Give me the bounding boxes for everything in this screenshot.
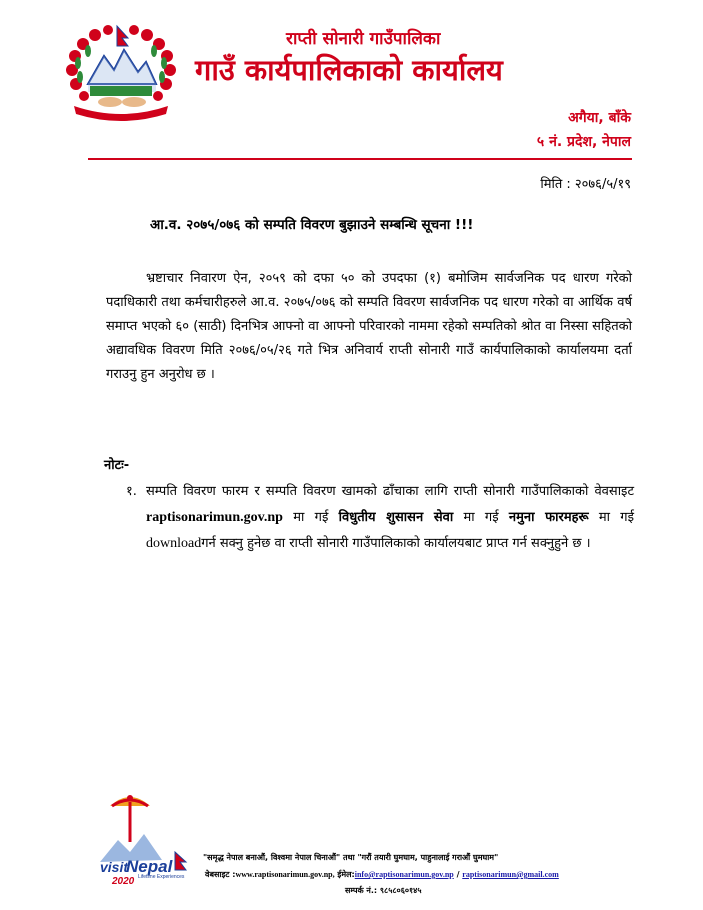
logo-year-text: 2020: [112, 876, 135, 887]
letter-body-text: भ्रष्टाचार निवारण ऐन, २०५९ को दफा ५० को उपदफा (१) बमोजिम सार्वजनिक पद धारण गरेको पदाधिकारी तथा कर्मचारीहरुले आ.व. २०७५/०७६ को सम्पति विवरण सार्वजनिक पद धारण गरेको वा आर्थिक वर्ष समाप्त भएको ६० (साठी) दिनभित्र आफ्नो वा आफ्नो परिवारको नाममा रहेको सम्पतिको श्रोत वा निस्सा सहितको अद्यावधिक विवरण मिति २०७६/०५/२६ गते भित्र अनिवार्य राप्ती सोनारी गाउँ कार्यपालिकाको कार्यालयमा दर्ता गराउनु हुन अनुरोध छ ।: [106, 271, 632, 382]
letter-body: [106, 267, 632, 387]
note-text-a: सम्पति विवरण फारम र सम्पति विवरण खामको ढाँचाका लागि राप्ती सोनारी गाउँपालिकाको वेवसाइट: [146, 484, 634, 499]
footer-email-1[interactable]: info@raptisonarimun.gov.np: [354, 870, 454, 879]
note-text-c: मा गई: [463, 510, 499, 525]
note-item-1: [126, 479, 634, 557]
download-word: download: [146, 536, 202, 551]
website-link[interactable]: raptisonarimun.gov.np: [146, 510, 283, 525]
footer-website-label: वेबसाइट :: [205, 870, 236, 879]
footer-contact-line: [205, 869, 559, 880]
footer-website[interactable]: www.raptisonarimun.gov.np,: [235, 870, 335, 879]
note-text-d: मा गई: [598, 510, 634, 525]
footer-phone: सम्पर्क नं.: ९८५८०६०१४५: [345, 886, 422, 895]
office-title: गाउँ कार्यपालिकाको कार्यालय: [195, 53, 503, 87]
footer-email-label: ईमेल:: [337, 870, 355, 879]
logo-tag-text: Lifetime Experiences: [138, 874, 185, 880]
footer-slogan: "समृद्ध नेपाल बनाऔं, विश्वमा नेपाल चिनाऔं" तथा "गरौं तयारी घुमघाम, पाहुनालाई गराऔं घुमघाम": [203, 853, 499, 862]
sample-forms-label: नमुना फारमहरू: [508, 510, 589, 525]
header-divider: [88, 158, 632, 160]
address-line-2: ५ नं. प्रदेश, नेपाल: [536, 134, 631, 150]
letter-subject: आ.व. २०७५/०७६ को सम्पति विवरण बुझाउने सम्बन्धि सूचना !!!: [150, 217, 474, 233]
address-line-1: अगैया, बाँके: [568, 110, 631, 126]
footer-email-2[interactable]: raptisonarimun@gmail.com: [462, 870, 559, 879]
org-name: राप्ती सोनारी गाउँपालिका: [286, 29, 441, 49]
footer-email-separator: /: [456, 870, 460, 879]
note-number: १.: [126, 484, 137, 499]
e-governance-service-label: विधुतीय शुसासन सेवा: [338, 510, 454, 525]
logo-nepal-text: Nepal: [126, 857, 173, 876]
government-emblem-logo: [62, 22, 180, 122]
logo-visit-text: visit: [100, 859, 129, 875]
letter-date: मिति : २०७६/५/१९: [540, 177, 631, 192]
note-text-b: मा गई: [293, 510, 329, 525]
note-text: [146, 479, 634, 557]
notes-heading: नोटः-: [104, 458, 130, 473]
visit-nepal-2020-logo: [100, 790, 200, 890]
note-text-e: गर्न सक्नु हुनेछ वा राप्ती सोनारी गाउँपालिकाको कार्यालयबाट प्राप्त गर्न सक्नुहुने छ ।: [201, 536, 591, 551]
